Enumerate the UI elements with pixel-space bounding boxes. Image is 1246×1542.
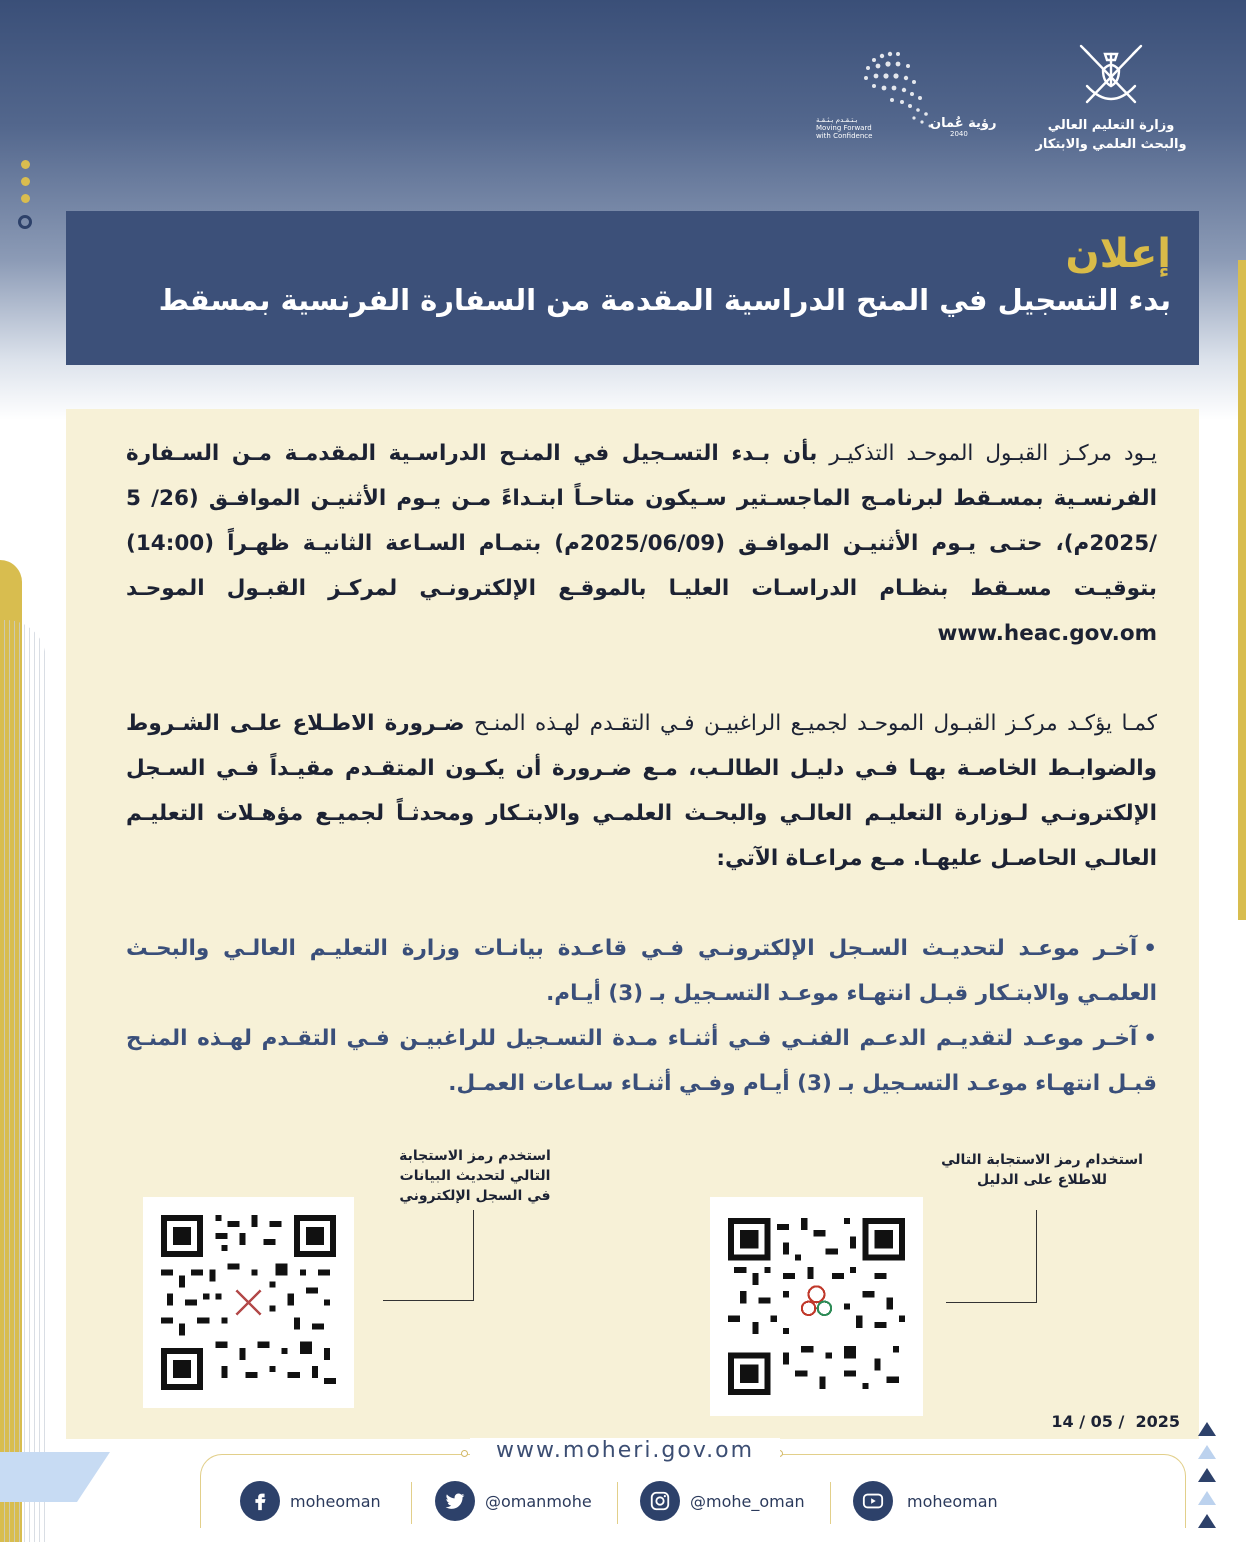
heac-website-link[interactable]: www.heac.gov.om bbox=[937, 621, 1157, 646]
qr-code-icon bbox=[728, 1215, 905, 1398]
ministry-name: وزارة التعليم العالي والبحث العلمي والابتكار bbox=[1035, 118, 1187, 152]
decorative-triangles bbox=[1198, 1422, 1218, 1537]
facebook-handle: moheoman bbox=[290, 1491, 381, 1511]
requirements-list bbox=[126, 926, 1157, 1106]
announcement-body bbox=[126, 431, 1157, 1106]
decorative-left-lines bbox=[0, 620, 46, 1542]
bullet-text: آخـر موعـد لتحديـث السـجل الإلكترونـي فـي قاعـدة بيانـات وزارة التعليـم العالـي والبحـث العلمـي والابتـكار قبـل انتهـاء موعـد التسـجيل بـ (3) أيـام. bbox=[126, 936, 1157, 1006]
title-banner bbox=[66, 211, 1199, 365]
instagram-link[interactable] bbox=[640, 1481, 805, 1521]
paragraph-1-bold: بأن بـدء التسـجيل في المنـح الدراسـية المقدمـة مـن السـفارة الفرنسـية بمسـقط لبرنامـج الماجسـتير سـيكون متاحـاً ابتـداءً مـن يـوم الأثنيـن الموافـق (26/ 5 /2025م)، حتـى يـوم الأثنيـن الموافـق (2025/06/09م) بتمـام السـاعة الثانيـة ظهـراً (14:00) بتوقيـت مسـقط بنظـام الدراسـات العليـا بالموقـع الإلكترونـي لمركـز القبـول الموحـد bbox=[126, 441, 1158, 601]
khanjar-emblem-icon bbox=[1071, 40, 1151, 112]
facebook-icon bbox=[240, 1481, 280, 1521]
bullet-symbol: • bbox=[1143, 936, 1157, 961]
youtube-link[interactable] bbox=[853, 1481, 998, 1521]
announcement-subtitle: بدء التسجيل في المنح الدراسية المقدمة من السفارة الفرنسية بمسقط bbox=[158, 283, 1171, 317]
vision-year: 2040 bbox=[950, 130, 968, 138]
paragraph-2-regular: كمـا يؤكـد مركـز القبـول الموحـد لجميـع الراغبيـن فـي التقـدم لهـذه المنـح bbox=[464, 711, 1157, 736]
footer-separator bbox=[411, 1482, 412, 1524]
vision-tagline: بـتـقـدم بـثـقـة Moving Forward with Confidence bbox=[816, 116, 873, 140]
ministry-logo bbox=[1026, 40, 1196, 154]
qr-code-icon bbox=[161, 1215, 336, 1390]
update-records-qr-code[interactable] bbox=[143, 1197, 354, 1408]
decorative-right-bar bbox=[1238, 260, 1246, 920]
vision-arabic-text: رؤية عُمان bbox=[930, 116, 997, 131]
instagram-handle: @mohe_oman bbox=[690, 1491, 805, 1511]
twitter-icon bbox=[435, 1481, 475, 1521]
bullet-text: آخـر موعـد لتقديـم الدعـم الفنـي فـي أثنـاء مـدة التسـجيل للراغبيـن فـي التقـدم لهـذه المنـح قبـل انتهـاء موعـد التسـجيل بـ (3) أيـام وفـي أثنـاء سـاعات العمـل. bbox=[126, 1026, 1157, 1096]
paragraph-2 bbox=[126, 701, 1157, 881]
youtube-icon bbox=[853, 1481, 893, 1521]
right-qr-caption: استخدام رمز الاستجابة التالي للاطلاع على الدليل bbox=[941, 1152, 1143, 1188]
bullet-symbol: • bbox=[1143, 1026, 1157, 1051]
twitter-handle: @omanmohe bbox=[485, 1491, 592, 1511]
decorative-dots bbox=[18, 160, 32, 229]
left-qr-connector bbox=[383, 1210, 474, 1301]
footer-separator bbox=[617, 1482, 618, 1524]
youtube-handle: moheoman bbox=[907, 1491, 998, 1511]
footer-dot bbox=[461, 1450, 468, 1457]
decorative-blue-shape bbox=[0, 1452, 110, 1502]
right-qr-connector bbox=[946, 1210, 1037, 1303]
footer-separator bbox=[830, 1482, 831, 1524]
paragraph-1 bbox=[126, 431, 1157, 656]
publication-date: 14 / 05 / 2025 bbox=[1051, 1412, 1180, 1431]
left-qr-caption: استخدم رمز الاستجابة التالي لتحديث البيانات في السجل الإلكتروني bbox=[399, 1148, 551, 1204]
oman-vision-2040-logo bbox=[812, 46, 1002, 146]
paragraph-1-regular: يـود مركـز القبـول الموحـد التذكيـر bbox=[817, 441, 1157, 466]
student-guide-qr-code[interactable] bbox=[710, 1197, 923, 1416]
instagram-icon bbox=[640, 1481, 680, 1521]
twitter-link[interactable] bbox=[435, 1481, 592, 1521]
announcement-heading: إعلان bbox=[1065, 231, 1171, 277]
list-item bbox=[126, 926, 1157, 1016]
paragraph-2-bold: ضـرورة الاطـلاع علـى الشـروط والضوابـط الخاصـة بهـا فـي دليـل الطالـب، مـع ضـرورة أن يكـون المتقـدم مقيـداً فـي السـجل الإلكترونـي لـوزارة التعليـم العالـي والبحـث العلمـي والابتـكار ومحدثـاً لجميـع مؤهـلات التعليـم العالـي الحاصـل عليهـا. مـع مراعـاة الآتي: bbox=[126, 711, 1157, 871]
facebook-link[interactable] bbox=[240, 1481, 381, 1521]
list-item bbox=[126, 1016, 1157, 1106]
moheri-website-link[interactable]: www.moheri.gov.om bbox=[470, 1438, 780, 1463]
